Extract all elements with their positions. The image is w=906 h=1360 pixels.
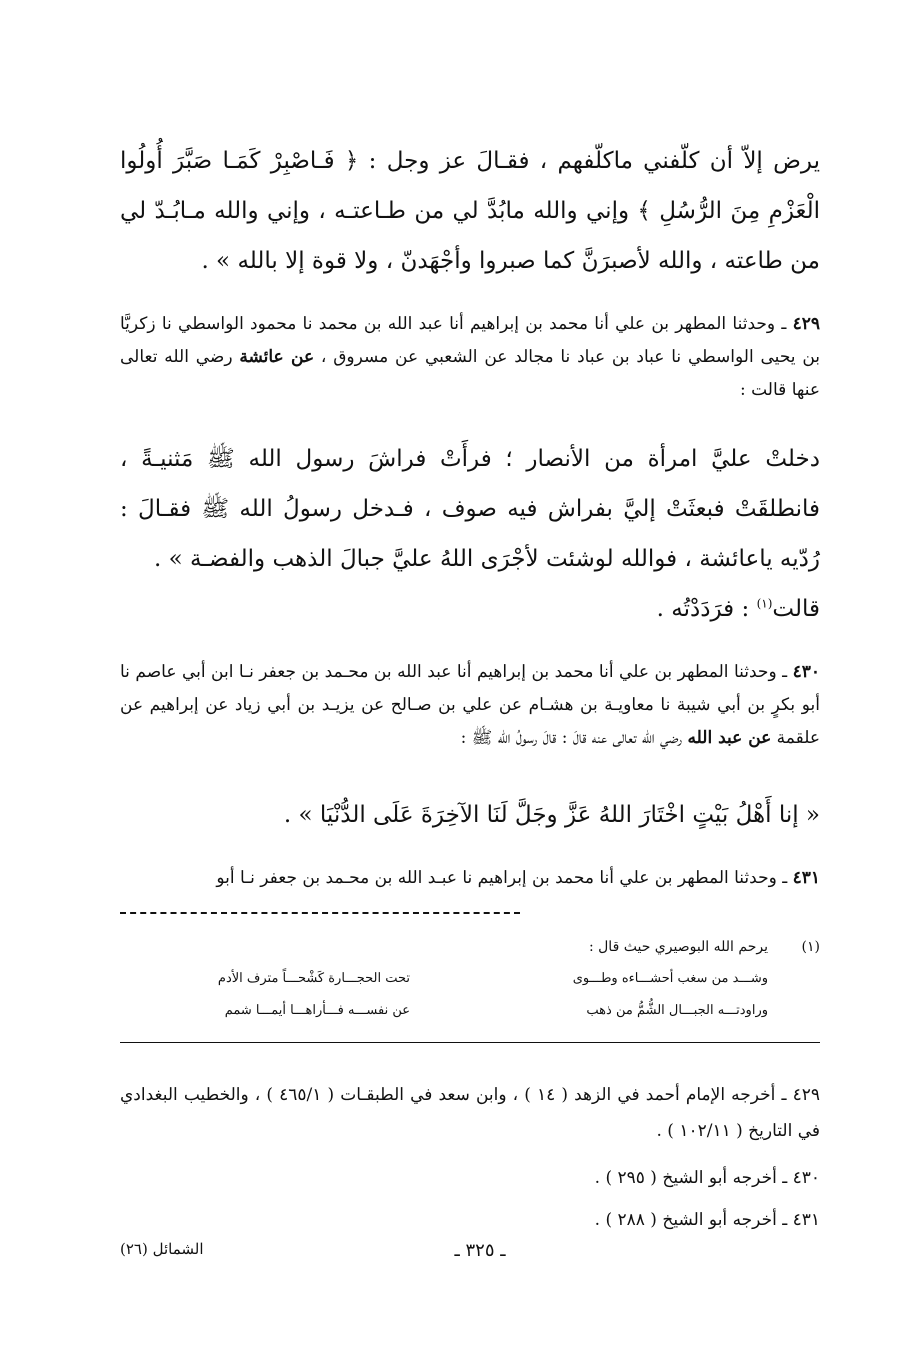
hadith-431-chain [120, 862, 820, 895]
hadith-429-body [120, 434, 820, 634]
footnote-text: يرحم الله البوصيري حيث قال : [588, 939, 768, 955]
footnote-reference: (١) [756, 596, 773, 611]
verse-hemistich: وشـــد من سغب أحشـــاءه وطـــوى [572, 971, 768, 986]
hadith-430-body: « إنا أَهْلُ بَيْتٍ اخْتَارَ اللهُ عَزَّ وجَلَّ لَنَا الآخِرَةَ عَلَى الدُّنْيَا » . [283, 802, 820, 828]
narrator-name: عن عبد الله [687, 728, 772, 748]
hadith-429-chain [120, 308, 820, 407]
verse-hemistich: وراودتـــه الجبـــال الشُّمُّ من ذهب [586, 1003, 768, 1018]
book-page [120, 136, 820, 1266]
chain-text: ـ وحدثنا المطهر بن علي أنا محمد بن إبراهيم نا عبـد الله بن محـمد بن جعفر نـا أبو [216, 868, 793, 888]
hadith-430-chain [120, 656, 820, 755]
references-separator [120, 1042, 820, 1043]
hadith-number: ٤٣٠ [792, 662, 821, 682]
page-signature: الشمائل (٢٦) [120, 1240, 204, 1258]
verse-hemistich: تحت الحجـــارة كَشْحـــاً مترف الأدم [217, 971, 410, 986]
hadith-text: دخلتْ عليَّ امرأة من الأنصار ؛ فرأَتْ فراشَ رسول الله ﷺ مَثنيـةً ، فانطلقَتْ فبعثَتْ إليَّ بفراش فيه صوف ، فـدخل رسولُ الله ﷺ فقـالَ : رُدّيه ياعائشة ، فوالله لوشئت لأجْرَى اللهُ عليَّ جبالَ الذهب والفضـة » . [120, 446, 820, 572]
reference-429: ٤٢٩ ـ أخرجه الإمام أحمد في الزهد ( ١٤ ) ، وابن سعد في الطبقـات ( ٤٦٥/١ ) ، والخطيب البغدادي في التاريخ ( ١٠٢/١١ ) . [120, 1085, 820, 1141]
footnote-marker: (١) [801, 939, 820, 955]
chain-text: رضي الله تعالى عنه قالَ : قالَ رسولُ الله ﷺ : [460, 728, 688, 748]
chain-text: ـ وحدثنا المطهر بن علي أنا محمد بن إبراهيم أنا عبد الله بن محـمد بن جعفر نـا ابن أبي عاصم نا أبو بكرٍ بن أبي شيبة نا معاويـة بن هشـام عن علي بن صـالح عن يزيـد بن أبي زياد عن إبراهيم عن علقمة [120, 662, 820, 748]
verse-hemistich: عن نفســـه فـــأراهـــا أيمـــا شمم [224, 1003, 410, 1018]
reference-430: ٤٣٠ ـ أخرجه أبو الشيخ ( ٢٩٥ ) . [594, 1168, 820, 1188]
hadith-number: ٤٢٩ [792, 314, 820, 334]
hadith-number: ٤٣١ [792, 868, 820, 888]
chain-text: رضي الله تعالى عنها قالت : [120, 347, 820, 400]
poem-verse [120, 968, 820, 990]
chain-text: ـ وحدثنا المطهر بن علي أنا محمد بن إبراهيم أنا عبد الله بن محمد نا محمود الواسطي نا زكريَّا بن يحيى الواسطي نا عباد بن عباد نا مجالد عن الشعبي عن مسروق ، [120, 314, 820, 367]
text-fragment: قالت [772, 596, 820, 622]
poem-verse [120, 1000, 820, 1022]
footnote-separator [120, 912, 520, 914]
narrator-name: عن عائشة [239, 347, 315, 367]
reference-431: ٤٣١ ـ أخرجه أبو الشيخ ( ٢٨٨ ) . [594, 1210, 820, 1230]
footnote-intro [120, 936, 820, 958]
hadith-text-end [120, 584, 820, 634]
text-fragment: : فرَدَدْتُه . [656, 596, 757, 622]
page-number: ـ ٣٢٥ ـ [454, 1240, 506, 1261]
paragraph-continuation: يرض إلاّ أن كلّفني ماكلّفهم ، فقـالَ عز وجل : ﴿ فَـاصْبِرْ كَمَـا صَبَّرَ أُولُوا الْعَزْمِ مِنَ الرُّسُلِ ﴾ وإني والله مابُدَّ لي من طـاعتـه ، وإني والله مـابُـدّ لي من طاعته ، والله لأصبرَنَّ كما صبروا وأجْهَدنّ ، ولا قوة إلا بالله » . [120, 148, 820, 274]
